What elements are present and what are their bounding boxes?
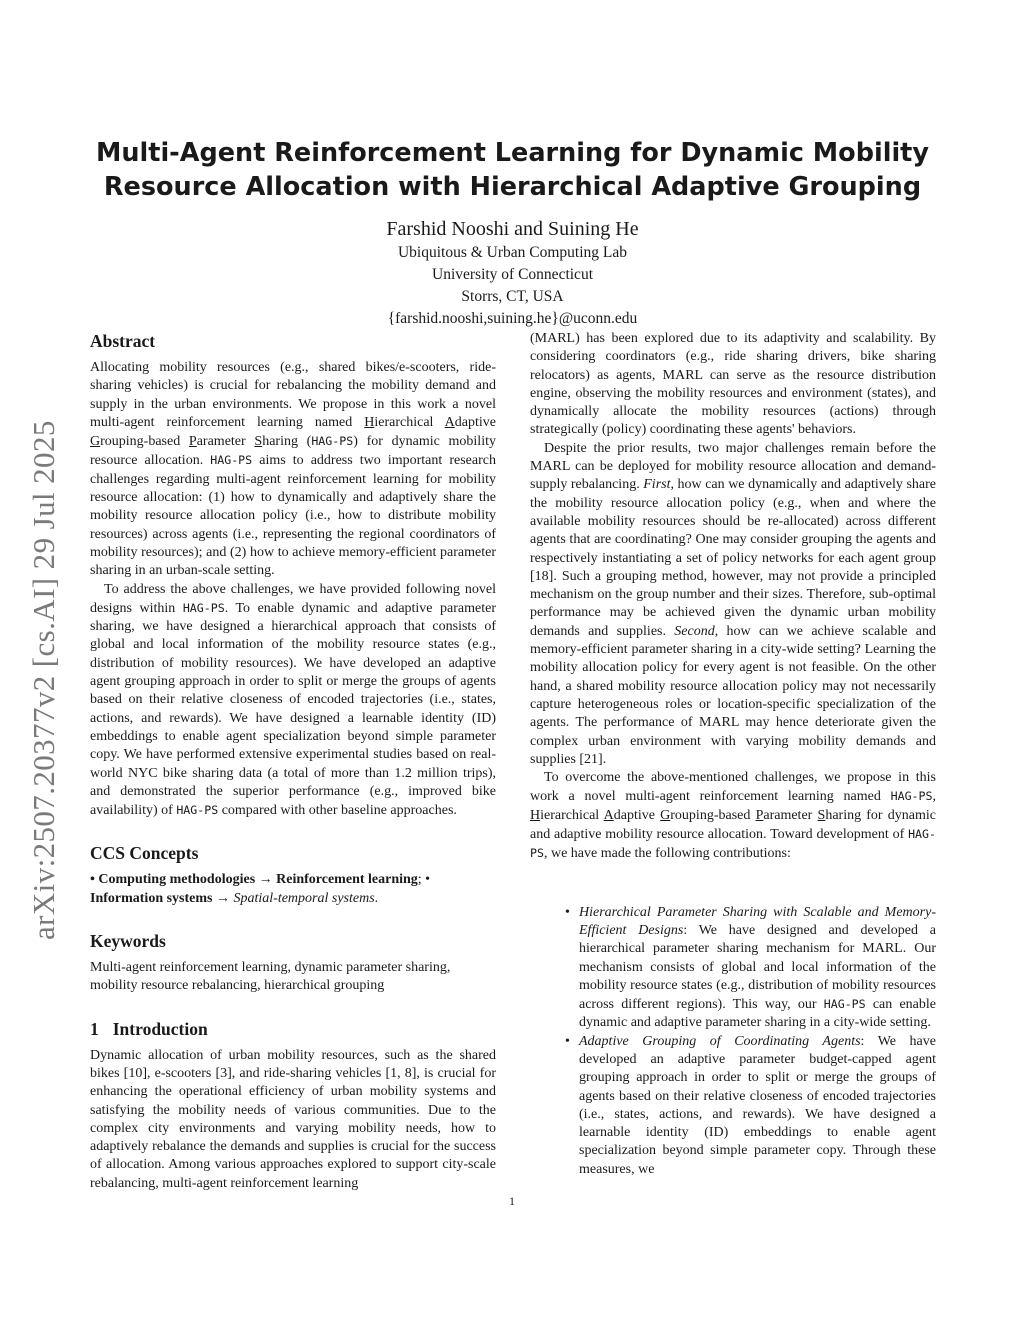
intro-paragraph: Dynamic allocation of urban mobility resources, such as the shared bikes [10], e-scooters [3], and ride-sharing vehicles [1, 8], is crucial for enhancing the operational efficiency of urban mobility systems and satisfying the mobility needs of various communities. Due to the complex city environments and varying mobility needs, how to adaptively rebalance the demands and supplies is crucial for the success of allocation. Among various approaches explored to support city-scale rebalancing, multi-agent reinforcement learning [90, 1047, 496, 1191]
introduction-heading: 1 Introduction [90, 1018, 208, 1039]
ccs-concepts: • Computing methodologies → Reinforcement learning; • Information systems → Spatial-temporal systems. [90, 872, 431, 906]
abstract-paragraph: To address the above challenges, we have provided following novel designs within HAG-PS. To enable dynamic and adaptive parameter sharing, we have designed a hierarchical approach that consists of global and local information of the mobility resource states (e.g., distribution of mobility resources). We have developed an adaptive agent grouping approach in order to split or merge the groups of agents based on their relative closeness of encoded trajectories (i.e., states, actions, and rewards). We have designed a learnable identity (ID) embeddings to enable agent specialization beyond simple parameter copy. We have performed extensive experimental studies based on real-world NYC bike sharing data (a total of more than 1.2 million trips), and demonstrated the superior performance (e.g., improved bike availability) of HAG-PS compared with other baseline approaches. [90, 581, 497, 819]
list-item: • Adaptive Grouping of Coordinating Agents: We have developed an adaptive parameter budget-capped agent grouping approach in order to split or merge the groups of agents based on their relative closeness of encoded trajectories (i.e., states, actions, and rewards). We have designed a learnable identity (ID) embeddings to enable agent specialization beyond simple parameter copy. Through these measures, we [579, 1033, 936, 1179]
author-emails: {farshid.nooshi,suining.he}@uconn.edu [387, 310, 638, 327]
abstract-paragraph: Allocating mobility resources (e.g., shared bikes/e-scooters, ride-sharing vehicles) is crucial for rebalancing the mobility demand and supply in the urban environments. We propose in this work a novel multi-agent reinforcement learning named Hierarchical Adaptive Grouping-based Parameter Sharing (HAG-PS) for dynamic mobility resource allocation. HAG-PS aims to address two important research challenges regarding multi-agent reinforcement learning for mobility resource allocation: (1) how to dynamically and adaptively share the mobility resource allocation policy (i.e., how to distribute mobility resources) across agents (i.e., representing the regional coordinators of mobility resources); and (2) how to achieve memory-efficient parameter sharing in an urban-scale setting. [90, 360, 496, 579]
list-item: • Hierarchical Parameter Sharing with Scalable and Memory-Efficient Designs: We have designed and developed a hierarchical parameter sharing mechanism for MARL. Our mechanism consists of global and local information of the mobility resource states (e.g., distribution of mobility resources across different regions). This way, our HAG-PS can enable dynamic and adaptive parameter sharing in a city-wide setting. [579, 904, 936, 1033]
left-column [90, 330, 496, 1193]
keywords-text: Multi-agent reinforcement learning, dynamic parameter sharing, mobility resource rebalancing, hierarchical grouping [90, 960, 451, 994]
title-line: Resource Allocation with Hierarchical Adaptive Grouping [103, 172, 922, 202]
affiliation-location: Storrs, CT, USA [461, 288, 564, 305]
ccs-heading: CCS Concepts [90, 843, 199, 864]
right-column [530, 330, 936, 1179]
intro-paragraph-continued: (MARL) has been explored due to its adaptivity and scalability. By considering coordinators (e.g., ride sharing drivers, bike sharing relocators) as agents, MARL can serve as the resource distribution engine, observing the mobility resources and environment (states), and dynamically allocate the mobility resources (actions) through strategically (policy) coordinating these agents' behaviors. [530, 331, 936, 438]
paper-title [90, 136, 935, 204]
page-number: 1 [509, 1194, 515, 1208]
affiliation-university: University of Connecticut [432, 266, 593, 283]
intro-paragraph: Despite the prior results, two major challenges remain before the MARL can be deployed for mobility resource allocation and demand-supply rebalancing. First, how can we dynamically and adaptively share the mobility resource allocation policy (e.g., when and where the available mobility resources should be re-allocated) across different agents that are coordinating? One may consider grouping the agents and respectively instantiating a set of policy networks for each agent group [18]. Such a grouping method, however, may not provide a principled mechanism on the group number and their sizes. Therefore, sub-optimal performance may be achieved given the dynamic urban mobility demands and supplies. Second, how can we achieve scalable and memory-efficient parameter sharing in a city-wide setting? Learning the mobility allocation policy for every agent is not feasible. On the other hand, a shared mobility resource allocation policy may not necessarily capture heterogeneous roles or location-specific specialization of the agents. The performance of MARL may hence deteriorate given the complex urban environment with varying mobility demands and supplies [21]. [530, 440, 936, 767]
contributions-list [530, 904, 936, 1179]
intro-paragraph: To overcome the above-mentioned challenges, we propose in this work a novel multi-agent reinforcement learning named HAG-PS, Hierarchical Adaptive Grouping-based Parameter Sharing for dynamic and adaptive mobility resource allocation. Toward development of HAG-PS, we have made the following contributions: [530, 770, 936, 862]
abstract-heading: Abstract [90, 331, 156, 351]
affiliation-lab: Ubiquitous & Urban Computing Lab [397, 244, 628, 261]
arxiv-identifier: arXiv:2507.20377v2 [cs.AI] 29 Jul 2025 [26, 420, 61, 940]
authors: Farshid Nooshi and Suining He [386, 218, 639, 240]
title-line: Multi-Agent Reinforcement Learning for Dynamic Mobility [95, 138, 929, 168]
keywords-heading: Keywords [90, 931, 166, 952]
